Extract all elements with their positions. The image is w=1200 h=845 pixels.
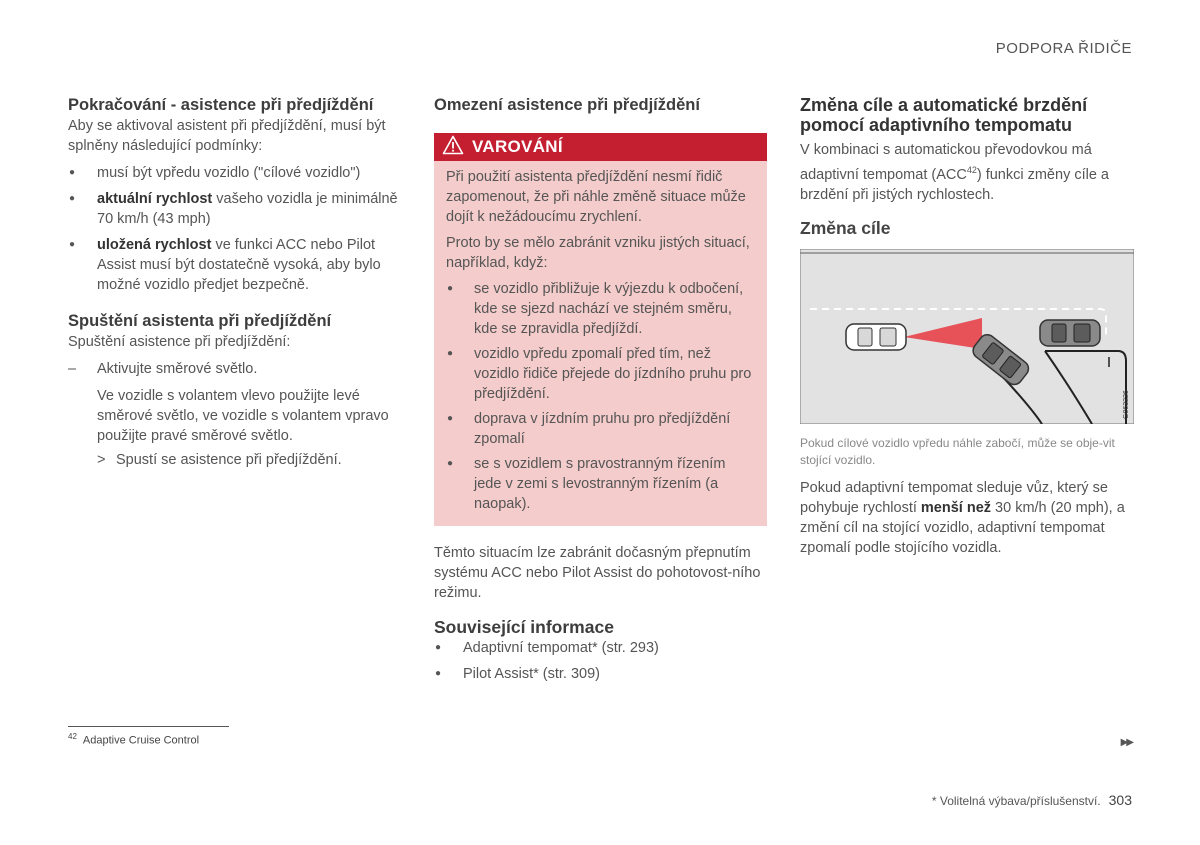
section-title-target-change: Změna cíle a automatické brzdění pomocí adaptivního tempomatu xyxy=(800,95,1088,135)
diagram-caption: Pokud cílové vozidlo vpředu náhle zabočí, může se obje-vit stojící vozidlo. xyxy=(800,435,1115,467)
related-link-pilot-assist[interactable]: ● Pilot Assist* (str. 309) xyxy=(434,664,767,684)
list-item: ● vozidlo vpředu zpomalí před tím, než vozidlo řidiče přejede do jízdního pruhu pro předjíždění. xyxy=(446,344,755,404)
warning-header xyxy=(434,133,767,161)
own-car-icon xyxy=(846,324,906,350)
list-item: ● musí být vpředu vozidlo ("cílové vozidlo") xyxy=(68,163,398,183)
section-title-start-assist: Spuštění asistenta při předjíždění xyxy=(68,312,332,330)
footer-note: * Volitelná výbava/příslušenství. xyxy=(931,794,1101,808)
column-right xyxy=(800,95,1134,558)
footnote-ref[interactable]: 42 xyxy=(966,165,977,175)
step-result: > Spustí se asistence při předjíždění. xyxy=(97,452,342,468)
column-left xyxy=(68,95,398,470)
page-footer xyxy=(932,792,1132,808)
warning-triangle-icon xyxy=(442,135,464,160)
footnote: $^{42}$ Adaptive Cruise Control xyxy=(68,732,200,747)
paragraph-after-warning: Těmto situacím lze zabránit dočasným přepnutím systému ACC nebo Pilot Assist do pohotovost-ního režimu. xyxy=(434,545,761,601)
related-info-title: Související informace xyxy=(434,617,614,637)
page-number: 303 xyxy=(1108,792,1132,808)
list-item: ● aktuální rychlost vašeho vozidla je minimálně 70 km/h (43 mph) xyxy=(68,189,398,229)
section-intro: V kombinaci s automatickou převodovkou má adaptivní tempomat (ACC$^{42}$) funkci změny cíle a brzdění při jistých rychlostech. xyxy=(800,142,1110,203)
image-code: G063226 xyxy=(1123,390,1130,419)
step-note: Ve vozidle s volantem vlevo použijte levé směrové světlo, ve vozidle s volantem vpravo použijte pravé směrové světlo. xyxy=(97,388,389,444)
bold-term: aktuální rychlost xyxy=(97,191,213,207)
related-links-list xyxy=(434,638,767,684)
warning-list xyxy=(446,279,755,514)
section-title-limitations: Omezení asistence při předjíždění xyxy=(434,96,700,114)
warning-paragraph: Při použití asistenta předjíždění nesmí řidič zapomenout, že při náhle změně situace může dojít k nežádoucímu zrychlení. xyxy=(446,169,746,225)
bold-term: menší než xyxy=(920,499,992,516)
target-change-paragraph: Pokud adaptivní tempomat sleduje vůz, který se pohybuje rychlostí menší než 30 km/h (20 mph), a změní cíl na stojící vozidlo, adaptivní tempomat zpomalí podle stojícího vozidla. xyxy=(800,479,1125,556)
section-title-overtake-continued: Pokračování - asistence při předjíždění xyxy=(68,96,374,114)
list-item: ● se s vozidlem s pravostranným řízením jede v zemi s levostranným řízením (a naopak). xyxy=(446,454,755,514)
warning-label: VAROVÁNÍ xyxy=(472,137,563,156)
bold-term: uložená rychlost xyxy=(97,237,212,253)
section-intro: Spuštění asistence při předjíždění: xyxy=(68,334,291,350)
conditions-list xyxy=(68,163,398,295)
step-item: – Aktivujte směrové světlo. xyxy=(68,361,258,377)
section-intro: Aby se aktivoval asistent při předjíždění, musí být splněny následující podmínky: xyxy=(68,118,386,154)
dash-marker: – xyxy=(68,361,77,377)
list-item: ● doprava v jízdním pruhu pro předjíždění zpomalí xyxy=(446,409,755,449)
subsection-title: Změna cíle xyxy=(800,217,891,238)
warning-body xyxy=(434,161,767,526)
footnote-number: 42 xyxy=(68,732,77,741)
list-item: ● uložená rychlost ve funkci ACC nebo Pilot Assist musí být dostatečně vysoká, aby bylo možné vozidlo předjet bezpečně. xyxy=(68,235,398,295)
next-page-icon[interactable]: ▶▶ xyxy=(1120,737,1132,748)
warning-paragraph: Proto by se mělo zabránit vzniku jistých situací, například, když: xyxy=(446,235,750,271)
column-middle xyxy=(434,95,767,684)
target-change-diagram xyxy=(800,249,1134,424)
page-header-title: PODPORA ŘIDIČE xyxy=(995,40,1132,57)
result-marker: > xyxy=(97,452,106,468)
list-item: ● se vozidlo přibližuje k výjezdu k odbočení, kde se sjezd nachází ve stejném směru, kde se zpravidla předjíždí. xyxy=(446,279,755,339)
related-link-adaptive-cruise[interactable]: ● Adaptivní tempomat* (str. 293) xyxy=(434,638,767,658)
stationary-car-icon xyxy=(1040,320,1100,346)
footnote-divider xyxy=(68,726,229,727)
